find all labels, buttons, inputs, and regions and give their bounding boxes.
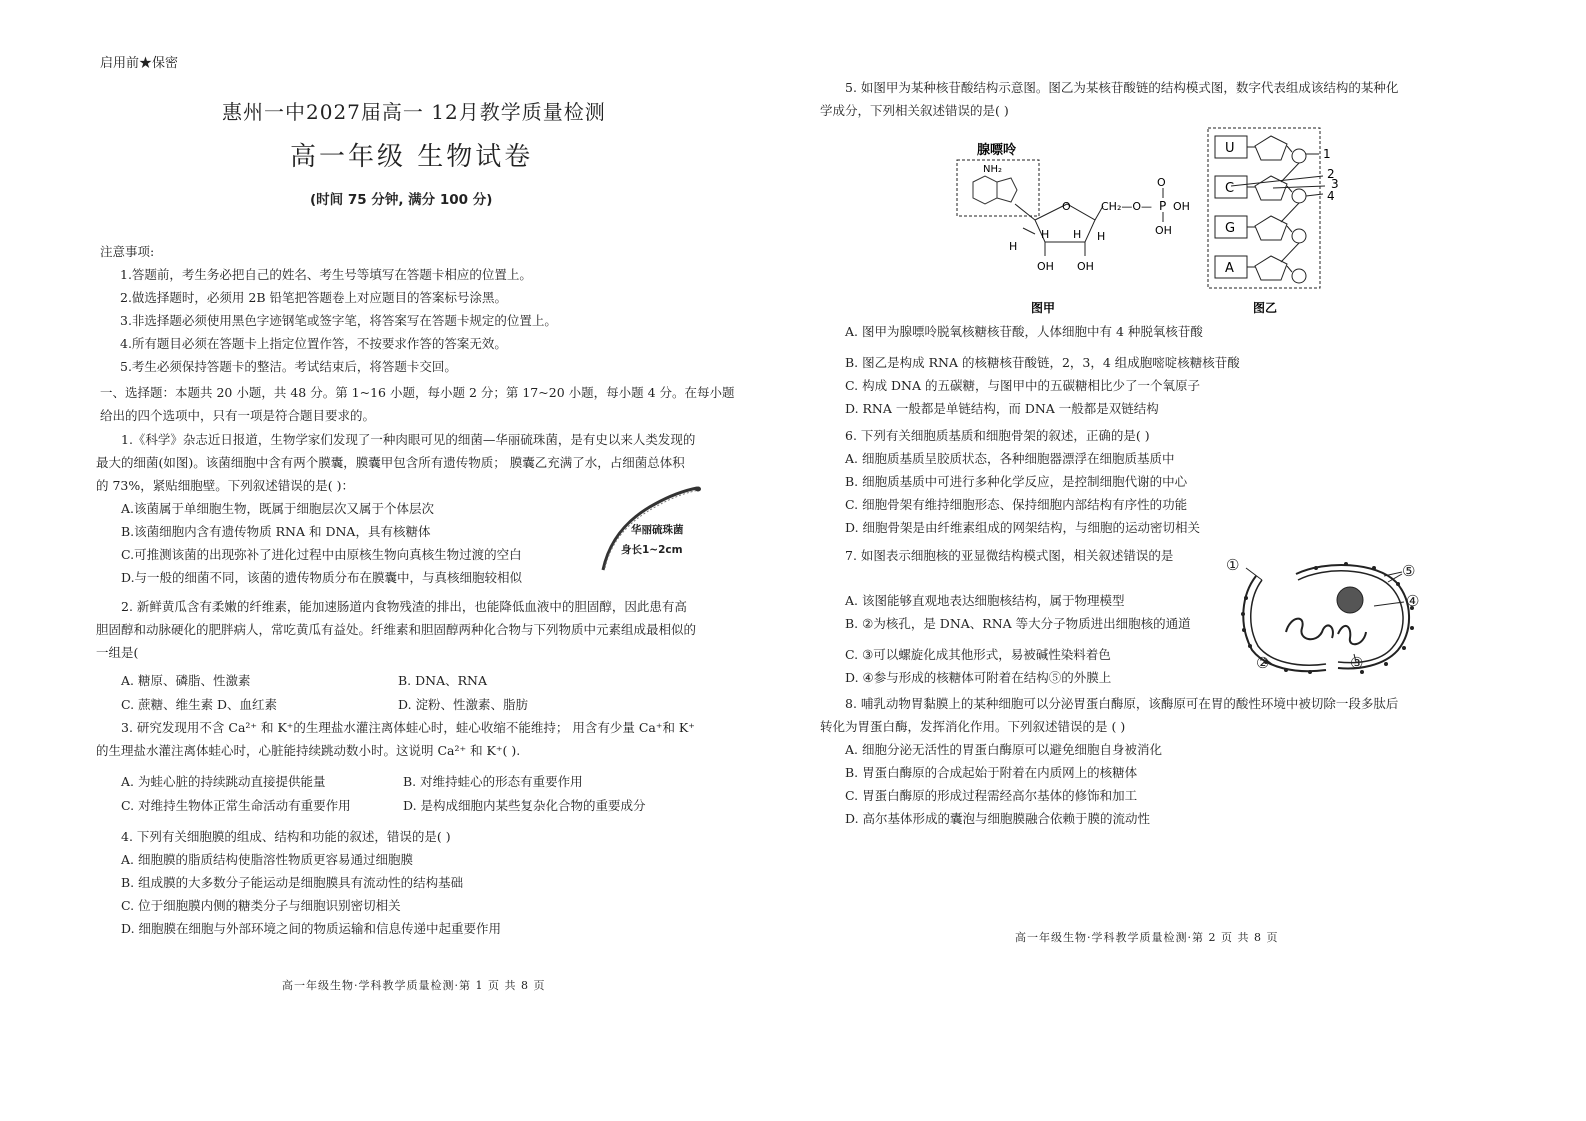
time-info: (时间 75 分钟, 满分 100 分): [310, 192, 493, 208]
bacterium-label: 华丽硫珠菌: [631, 524, 684, 536]
option-d[interactable]: D. 细胞骨架是由纤维素组成的网架结构，与细胞的运动密切相关: [845, 520, 1201, 535]
notes-list: [120, 263, 557, 378]
oh-label: OH: [1077, 260, 1094, 273]
ring-oxygen: O: [1062, 200, 1071, 213]
footer-right: 高一年级生物·学科教学质量检测·第 2 页 共 8 页: [1015, 931, 1279, 944]
oh-label: OH: [1037, 260, 1054, 273]
option-d[interactable]: D. 细胞膜在细胞与外部环境之间的物质运输和信息传递中起重要作用: [121, 921, 502, 936]
q3-option-a[interactable]: A. 为蛙心脏的持续跳动直接提供能量: [121, 774, 326, 789]
question-stem: 一组是(: [96, 645, 139, 660]
marker-4: ④: [1406, 592, 1420, 610]
option-a[interactable]: A.该菌属于单细胞生物，既属于细胞层次又属于个体层次: [121, 501, 435, 516]
marker-3: ③: [1350, 654, 1364, 672]
oh-label: OH: [1173, 200, 1190, 213]
note-item: 1.答题前，考生务必把自己的姓名、考生号等填写在答题卡相应的位置上。: [120, 267, 532, 282]
option-a[interactable]: A. 图甲为腺嘌呤脱氧核糖核苷酸，人体细胞中有 4 种脱氧核苷酸: [845, 324, 1203, 339]
option-c[interactable]: C.可推测该菌的出现弥补了进化过程中由原核生物向真核生物过渡的空白: [121, 547, 522, 562]
number-4: 4: [1327, 189, 1335, 203]
exam-title: 惠州一中2027届高一 12月教学质量检测: [222, 100, 606, 124]
bacterium-size-label: 身长1~2cm: [621, 544, 683, 556]
h-label: H: [1097, 230, 1106, 243]
note-item: 2.做选择题时，必须用 2B 铅笔把答题卷上对应题目的答案标号涂黑。: [120, 290, 508, 305]
question-3: [96, 716, 695, 762]
option-c[interactable]: C. 位于细胞膜内侧的糖类分子与细胞识别密切相关: [121, 898, 401, 913]
question-stem: 的生理盐水灌注离体蛙心时，心脏能持续跳动数小时。这说明 Ca²⁺ 和 K⁺( ).: [96, 743, 521, 758]
question-stem: 最大的细菌(如图)。该菌细胞中含有两个膜囊，膜囊甲包含所有遗传物质； 膜囊乙充满了水，占细菌总体积: [96, 455, 685, 470]
q2-option-b[interactable]: B. DNA、RNA: [398, 673, 487, 688]
question-2: [96, 595, 696, 664]
nucleotide-figure: [955, 124, 1350, 316]
note-item: 4.所有题目必须在答题卡上指定位置作答，不按要求作答的答案无效。: [120, 336, 507, 351]
base-u: U: [1225, 141, 1235, 156]
option-a[interactable]: A. 该图能够直观地表达细胞核结构，属于物理模型: [845, 593, 1125, 608]
section-line: 给出的四个选项中，只有一项是符合题目要求的。: [100, 408, 376, 423]
bacterium-figure: [595, 482, 705, 574]
question-stem: 4. 下列有关细胞膜的组成、结构和功能的叙述，错误的是( ): [121, 829, 451, 844]
notes-heading: 注意事项:: [100, 244, 155, 259]
section-line: 一、选择题：本题共 20 小题，共 48 分。第 1~16 小题，每小题 2 分；第 17~20 小题，每小题 4 分。在每小题: [100, 385, 735, 400]
option-a[interactable]: A. 细胞膜的脂质结构使脂溶性物质更容易通过细胞膜: [121, 852, 413, 867]
number-3: 3: [1331, 177, 1339, 191]
base-label: 腺嘌呤: [977, 143, 1017, 158]
option-a[interactable]: A. 细胞分泌无活性的胃蛋白酶原可以避免细胞自身被消化: [845, 742, 1162, 757]
question-8: [820, 692, 1398, 830]
base-c: C: [1225, 181, 1235, 196]
section-instructions: [100, 381, 735, 427]
exam-subtitle: 高一年级 生物试卷: [290, 142, 534, 172]
q7-options: [845, 589, 1191, 689]
option-c[interactable]: C. ③可以螺旋化成其他形式，易被碱性染料着色: [845, 647, 1111, 662]
question-stem: 胆固醇和动脉硬化的肥胖病人，常吃黄瓜有益处。纤维素和胆固醇两种化合物与下列物质中元素组成最相似的: [96, 622, 697, 637]
question-stem: 5. 如图甲为某种核苷酸结构示意图。图乙为某核苷酸链的结构模式图，数字代表组成该结构的某种化: [845, 80, 1399, 95]
note-item: 3.非选择题必须使用黑色字迹钢笔或签字笔，将答案写在答题卡规定的位置上。: [120, 313, 557, 328]
marker-2: ②: [1256, 654, 1270, 672]
marker-1: ①: [1226, 556, 1240, 574]
q3-option-d[interactable]: D. 是构成细胞内某些复杂化合物的重要成分: [403, 798, 646, 813]
question-stem: 2. 新鲜黄瓜含有柔嫩的纤维素，能加速肠道内食物残渣的排出，也能降低血液中的胆固醇，因此患有高: [121, 599, 687, 614]
question-stem: 3. 研究发现用不含 Ca²⁺ 和 K⁺的生理盐水灌注离体蛙心时，蛙心收缩不能维持； 用含有少量 Ca⁺和 K⁺: [121, 720, 695, 735]
question-stem: 8. 哺乳动物胃黏膜上的某种细胞可以分泌胃蛋白酶原，该酶原可在胃的酸性环境中被切除一段多肽后: [845, 696, 1399, 711]
base-g: G: [1225, 221, 1236, 236]
q2-option-a[interactable]: A. 糖原、磷脂、性激素: [121, 673, 251, 688]
nucleotide-diagram: [955, 124, 1350, 316]
option-c[interactable]: C. 细胞骨架有维持细胞形态、保持细胞内部结构有序性的功能: [845, 497, 1188, 512]
footer-left: 高一年级生物·学科教学质量检测·第 1 页 共 8 页: [282, 979, 546, 992]
oh-label: OH: [1155, 224, 1172, 237]
question-6: [845, 424, 1200, 539]
question-stem: 的 73%，紧贴细胞壁。下列叙述错误的是( )：: [96, 478, 354, 493]
option-c[interactable]: C. 胃蛋白酶原的形成过程需经高尔基体的修饰和加工: [845, 788, 1138, 803]
note-item: 5.考生必须保持答题卡的整洁。考试结束后，将答题卡交回。: [120, 359, 457, 374]
option-d[interactable]: D. RNA 一般都是单链结构，而 DNA 一般都是双链结构: [845, 401, 1159, 416]
q2-option-d[interactable]: D. 淀粉、性激素、脂肪: [398, 697, 529, 712]
question-stem: 学成分，下列相关叙述错误的是( ): [820, 103, 1009, 118]
option-d[interactable]: D.与一般的细菌不同，该菌的遗传物质分布在膜囊中，与真核细胞较相似: [121, 570, 523, 585]
h-label: H: [1009, 240, 1018, 253]
question-stem: 6. 下列有关细胞质基质和细胞骨架的叙述，正确的是( ): [845, 428, 1150, 443]
base-a: A: [1225, 261, 1234, 276]
marker-5: ⑤: [1402, 562, 1416, 580]
question-stem: 转化为胃蛋白酶，发挥消化作用。下列叙述错误的是 ( ): [820, 719, 1126, 734]
option-d[interactable]: D. 高尔基体形成的囊泡与细胞膜融合依赖于膜的流动性: [845, 811, 1151, 826]
caption-a: 图甲: [1031, 301, 1056, 315]
q3-option-b[interactable]: B. 对维持蛙心的形态有重要作用: [403, 774, 583, 789]
q5-options: [845, 320, 1240, 420]
q2-option-c[interactable]: C. 蔗糖、维生素 D、血红素: [121, 697, 278, 712]
o-label: O: [1157, 176, 1166, 189]
ch2-label: CH₂—O—: [1101, 200, 1153, 213]
phosphorus-label: P: [1159, 199, 1167, 213]
caption-b: 图乙: [1253, 301, 1278, 315]
question-5: [820, 76, 1398, 122]
number-1: 1: [1323, 147, 1331, 161]
option-b[interactable]: B.该菌细胞内含有遗传物质 RNA 和 DNA，具有核糖体: [121, 524, 431, 539]
nucleus-figure: [1226, 554, 1436, 678]
q3-option-c[interactable]: C. 对维持生物体正常生命活动有重要作用: [121, 798, 351, 813]
confidential-label: 启用前★保密: [100, 56, 179, 71]
option-c[interactable]: C. 构成 DNA 的五碳糖，与图甲中的五碳糖相比少了一个氧原子: [845, 378, 1200, 393]
option-b[interactable]: B. 组成膜的大多数分子能运动是细胞膜具有流动性的结构基础: [121, 875, 464, 890]
h-label: H: [1041, 228, 1050, 241]
question-4: [121, 825, 501, 940]
option-b[interactable]: B. ②为核孔，是 DNA、RNA 等大分子物质进出细胞核的通道: [845, 616, 1191, 631]
option-b[interactable]: B. 细胞质基质中可进行多种化学反应，是控制细胞代谢的中心: [845, 474, 1188, 489]
option-b[interactable]: B. 图乙是构成 RNA 的核糖核苷酸链，2，3，4 组成胞嘧啶核糖核苷酸: [845, 355, 1240, 370]
question-stem: 1.《科学》杂志近日报道，生物学家们发现了一种肉眼可见的细菌—华丽硫珠菌，是有史以来人类发现的: [121, 432, 696, 447]
h-label: H: [1073, 228, 1082, 241]
nh2-label: NH₂: [983, 164, 1003, 175]
option-b[interactable]: B. 胃蛋白酶原的合成起始于附着在内质网上的核糖体: [845, 765, 1138, 780]
option-a[interactable]: A. 细胞质基质呈胶质状态，各种细胞器漂浮在细胞质基质中: [845, 451, 1175, 466]
number-2: 2: [1327, 167, 1335, 181]
q7-stem: 7. 如图表示细胞核的亚显微结构模式图，相关叙述错误的是: [845, 548, 1174, 563]
option-d[interactable]: D. ④参与形成的核糖体可附着在结构⑤的外膜上: [845, 670, 1112, 685]
